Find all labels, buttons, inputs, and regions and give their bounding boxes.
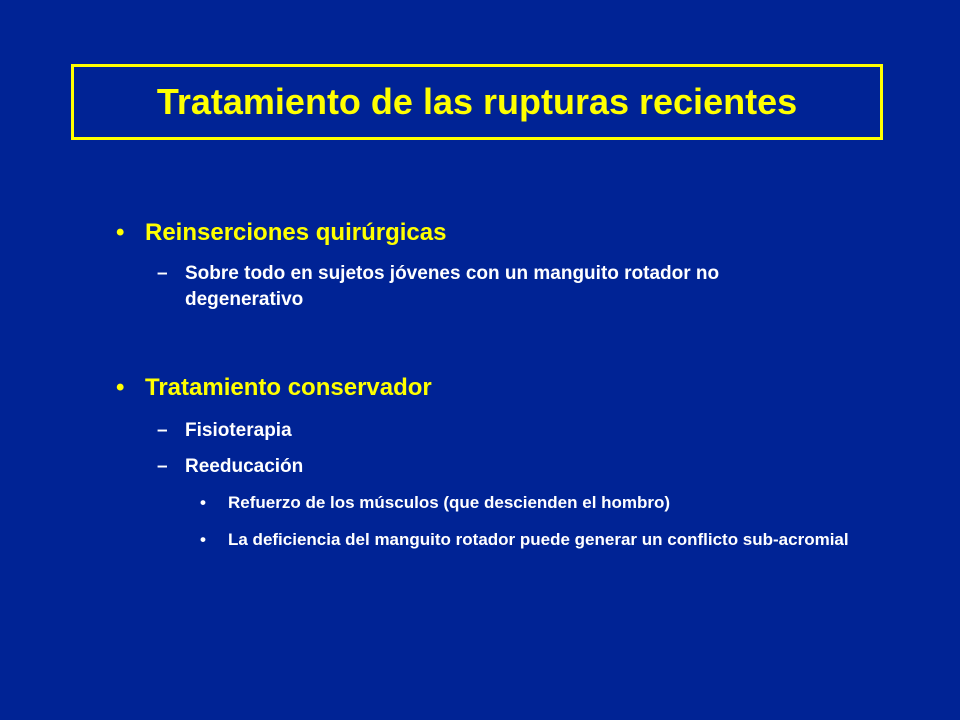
bullet-icon: • <box>200 530 206 549</box>
sub-item-label: Fisioterapia <box>185 420 292 441</box>
dash-icon: – <box>157 263 168 284</box>
bullet-icon: • <box>116 374 125 401</box>
bullet-icon: • <box>200 493 206 512</box>
bullet-item-label: Reinserciones quirúrgicas <box>145 219 447 246</box>
dash-icon: – <box>157 420 168 441</box>
slide-title: Tratamiento de las rupturas recientes <box>156 81 798 122</box>
sub-item-label: Sobre todo en sujetos jóvenes con un manguito rotador no degenerativo <box>185 263 720 310</box>
bullet-item-label: Tratamiento conservador <box>145 374 432 401</box>
sub-item-label: Reeducación <box>185 456 304 477</box>
sub-sub-item-label: La deficiencia del manguito rotador puede generar un conflicto sub-acromial <box>228 530 849 549</box>
sub-sub-item-label: Refuerzo de los músculos (que descienden el hombro) <box>228 493 671 512</box>
bullet-icon: • <box>116 219 125 246</box>
dash-icon: – <box>157 456 168 477</box>
